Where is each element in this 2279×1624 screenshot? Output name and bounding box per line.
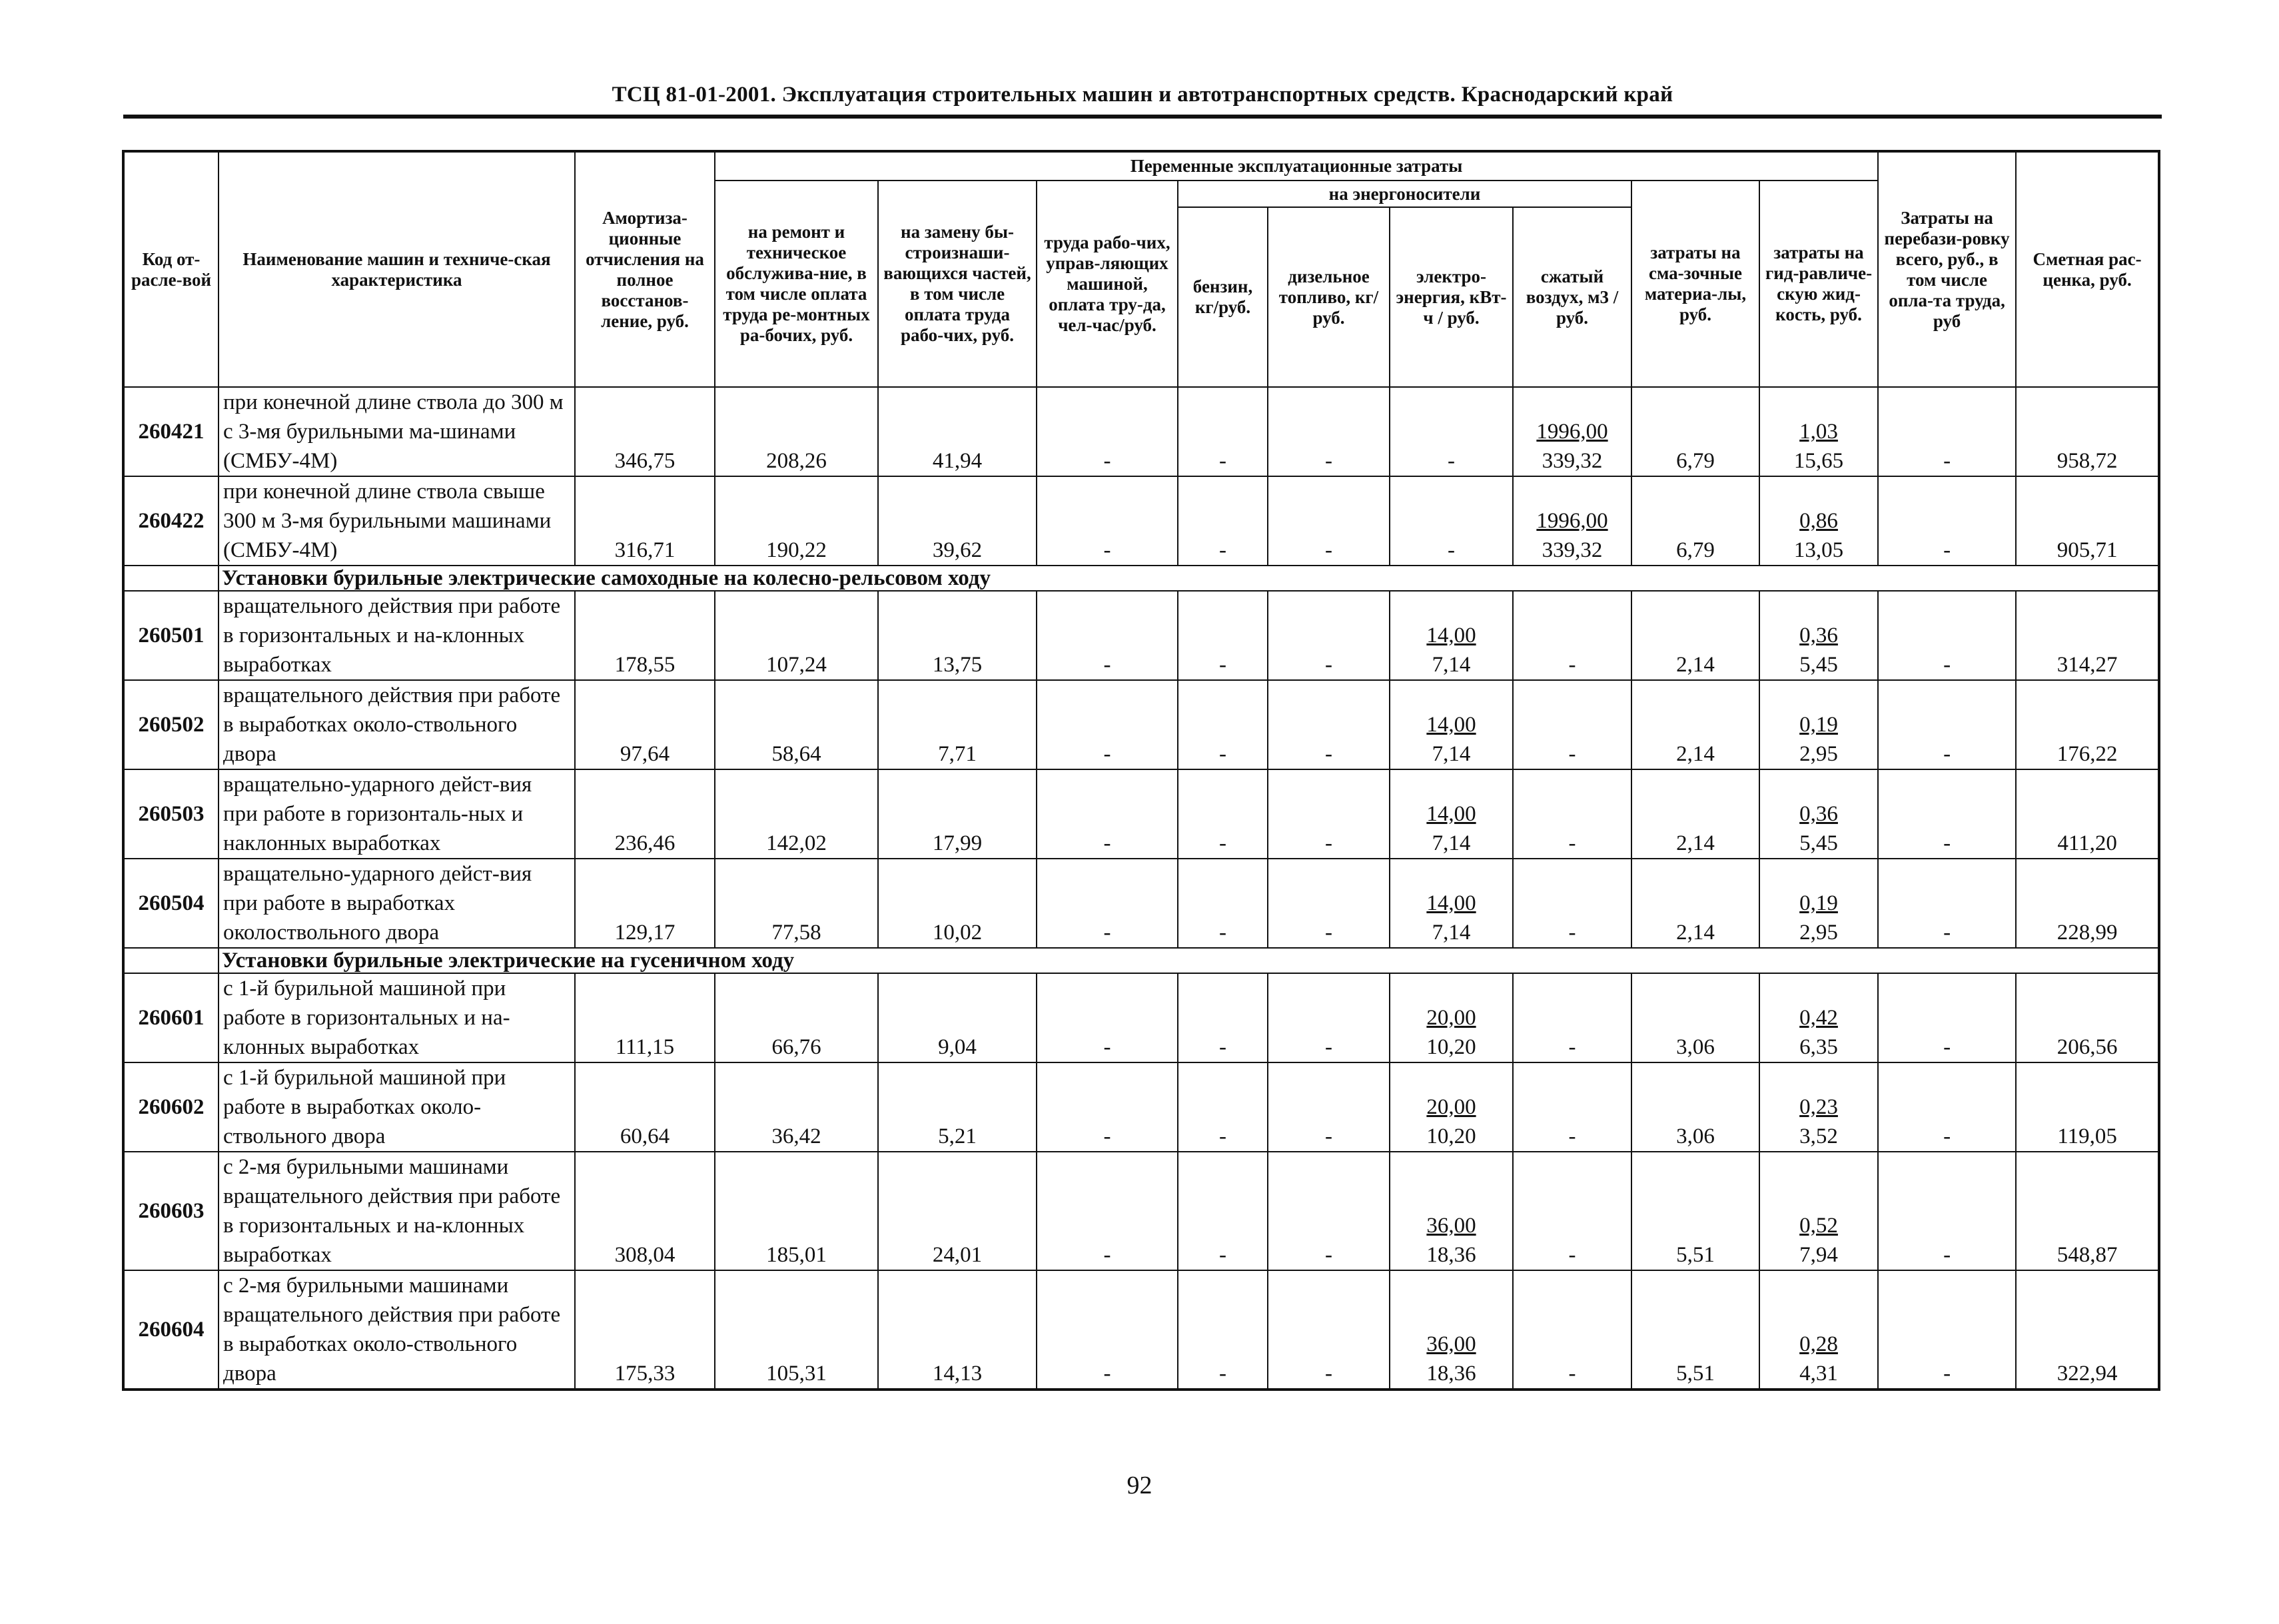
row-electric <box>1390 1062 1513 1152</box>
header-rule <box>123 115 2162 119</box>
row-petrol: - <box>1178 1270 1268 1390</box>
row-lubricants: 2,14 <box>1631 769 1759 859</box>
row-labor: - <box>1037 859 1178 948</box>
electric-consumption: 36,00 <box>1426 1332 1476 1356</box>
section-title: Установки бурильные электрические самоходные на колесно-рельсовом ходу <box>219 566 2159 591</box>
row-repair: 77,58 <box>715 859 878 948</box>
row-parts: 7,71 <box>878 680 1037 769</box>
row-code: 260501 <box>123 591 219 680</box>
row-amort: 178,55 <box>575 591 715 680</box>
col-parts-header: на замену бы-строизнаши-вающихся частей, в том числе оплата труда рабо-чих, руб. <box>878 181 1037 387</box>
row-name: вращательного действия при работе в горизонтальных и на-клонных выработках <box>219 591 575 680</box>
row-diesel: - <box>1268 680 1390 769</box>
row-repair: 58,64 <box>715 680 878 769</box>
row-labor: - <box>1037 769 1178 859</box>
row-lubricants: 2,14 <box>1631 859 1759 948</box>
row-code: 260604 <box>123 1270 219 1390</box>
row-lubricants: 6,79 <box>1631 476 1759 566</box>
row-parts: 39,62 <box>878 476 1037 566</box>
col-labor-header: труда рабо-чих, управ-ляющих машиной, оплата тру-да, чел-час/руб. <box>1037 181 1178 387</box>
electric-cost: 7,14 <box>1432 831 1471 855</box>
row-relocation: - <box>1878 1270 2016 1390</box>
electric-cost: 10,20 <box>1426 1124 1476 1148</box>
row-hydraulic <box>1759 859 1878 948</box>
row-name: с 1-й бурильной машиной при работе в выработках около-ствольного двора <box>219 1062 575 1152</box>
electric-consumption: 36,00 <box>1426 1214 1476 1238</box>
row-air <box>1513 476 1631 566</box>
hydraulic-cost: 5,45 <box>1799 831 1838 855</box>
row-diesel: - <box>1268 1062 1390 1152</box>
hydraulic-cost: 6,35 <box>1799 1035 1838 1059</box>
hydraulic-consumption: 0,52 <box>1799 1214 1838 1238</box>
row-amort: 175,33 <box>575 1270 715 1390</box>
row-diesel: - <box>1268 1152 1390 1270</box>
row-diesel: - <box>1268 859 1390 948</box>
row-hydraulic <box>1759 1152 1878 1270</box>
row-air: - <box>1513 859 1631 948</box>
row-lubricants: 2,14 <box>1631 680 1759 769</box>
row-petrol: - <box>1178 769 1268 859</box>
row-hydraulic <box>1759 1270 1878 1390</box>
hydraulic-consumption: 0,23 <box>1799 1095 1838 1119</box>
row-electric <box>1390 680 1513 769</box>
row-air: - <box>1513 769 1631 859</box>
row-lubricants: 5,51 <box>1631 1270 1759 1390</box>
row-parts: 5,21 <box>878 1062 1037 1152</box>
row-labor: - <box>1037 591 1178 680</box>
electric-consumption: 20,00 <box>1426 1095 1476 1119</box>
hydraulic-consumption: 0,36 <box>1799 802 1838 826</box>
hydraulic-cost: 2,95 <box>1799 921 1838 945</box>
section-header <box>123 948 2159 973</box>
row-labor: - <box>1037 387 1178 476</box>
row-hydraulic <box>1759 591 1878 680</box>
hydraulic-consumption: 0,19 <box>1799 713 1838 737</box>
section-code-cell <box>123 948 219 973</box>
row-parts: 10,02 <box>878 859 1037 948</box>
row-estimate: 119,05 <box>2016 1062 2159 1152</box>
row-air: - <box>1513 1270 1631 1390</box>
electric-cost: 10,20 <box>1426 1035 1476 1059</box>
row-code: 260504 <box>123 859 219 948</box>
hydraulic-consumption: 1,03 <box>1799 420 1838 444</box>
row-air: - <box>1513 1152 1631 1270</box>
row-relocation: - <box>1878 591 2016 680</box>
row-petrol: - <box>1178 859 1268 948</box>
hydraulic-cost: 3,52 <box>1799 1124 1838 1148</box>
row-petrol: - <box>1178 591 1268 680</box>
row-code: 260422 <box>123 476 219 566</box>
row-estimate: 322,94 <box>2016 1270 2159 1390</box>
row-diesel: - <box>1268 973 1390 1062</box>
row-labor: - <box>1037 1062 1178 1152</box>
row-repair: 142,02 <box>715 769 878 859</box>
table-row <box>123 1270 2159 1390</box>
electric-cost: 7,14 <box>1432 921 1471 945</box>
hydraulic-cost: 2,95 <box>1799 742 1838 766</box>
row-air: - <box>1513 973 1631 1062</box>
row-repair: 190,22 <box>715 476 878 566</box>
col-air-header: сжатый воздух, м3 / руб. <box>1513 207 1631 387</box>
hydraulic-cost: 7,94 <box>1799 1243 1838 1267</box>
row-name: с 2-мя бурильными машинами вращательного действия при работе в выработках около-ствольного двора <box>219 1270 575 1390</box>
row-name: вращательного действия при работе в выработках около-ствольного двора <box>219 680 575 769</box>
electric-cost: 18,36 <box>1426 1362 1476 1386</box>
row-electric: - <box>1390 387 1513 476</box>
row-estimate: 314,27 <box>2016 591 2159 680</box>
col-relocation-header: Затраты на перебази-ровку всего, руб., в том числе опла-та труда, руб <box>1878 151 2016 387</box>
row-electric <box>1390 1152 1513 1270</box>
row-lubricants: 6,79 <box>1631 387 1759 476</box>
section-header <box>123 566 2159 591</box>
air-cost: 339,32 <box>1542 538 1603 562</box>
row-diesel: - <box>1268 769 1390 859</box>
hydraulic-cost: 5,45 <box>1799 653 1838 677</box>
row-electric <box>1390 973 1513 1062</box>
row-hydraulic <box>1759 680 1878 769</box>
row-repair: 36,42 <box>715 1062 878 1152</box>
row-electric <box>1390 859 1513 948</box>
row-parts: 9,04 <box>878 973 1037 1062</box>
rates-table <box>122 150 2160 1391</box>
row-labor: - <box>1037 1270 1178 1390</box>
row-diesel: - <box>1268 591 1390 680</box>
row-labor: - <box>1037 973 1178 1062</box>
row-code: 260601 <box>123 973 219 1062</box>
row-amort: 129,17 <box>575 859 715 948</box>
row-repair: 105,31 <box>715 1270 878 1390</box>
electric-consumption: 14,00 <box>1426 802 1476 826</box>
row-petrol: - <box>1178 973 1268 1062</box>
col-name-header: Наименование машин и техниче-ская характеристика <box>219 151 575 387</box>
row-estimate: 228,99 <box>2016 859 2159 948</box>
col-hydraulic-header: затраты на гид-равличе-скую жид-кость, руб. <box>1759 181 1878 387</box>
row-petrol: - <box>1178 476 1268 566</box>
table-row <box>123 1152 2159 1270</box>
row-lubricants: 3,06 <box>1631 1062 1759 1152</box>
col-amort-header: Амортиза-ционные отчисления на полное восстанов-ление, руб. <box>575 151 715 387</box>
row-hydraulic <box>1759 769 1878 859</box>
row-relocation: - <box>1878 387 2016 476</box>
row-electric <box>1390 1270 1513 1390</box>
row-name: с 1-й бурильной машиной при работе в горизонтальных и на-клонных выработках <box>219 973 575 1062</box>
row-air: - <box>1513 680 1631 769</box>
row-amort: 308,04 <box>575 1152 715 1270</box>
row-relocation: - <box>1878 1062 2016 1152</box>
page-number: 92 <box>1127 1471 1152 1499</box>
electric-consumption: 20,00 <box>1426 1006 1476 1030</box>
row-amort: 60,64 <box>575 1062 715 1152</box>
row-parts: 41,94 <box>878 387 1037 476</box>
section-code-cell <box>123 566 219 591</box>
row-electric <box>1390 591 1513 680</box>
row-code: 260503 <box>123 769 219 859</box>
hydraulic-cost: 4,31 <box>1799 1362 1838 1386</box>
hydraulic-cost: 15,65 <box>1793 449 1844 473</box>
row-diesel: - <box>1268 387 1390 476</box>
hydraulic-cost: 13,05 <box>1793 538 1844 562</box>
row-estimate: 548,87 <box>2016 1152 2159 1270</box>
col-code-header: Код от-расле-вой <box>123 151 219 387</box>
row-estimate: 206,56 <box>2016 973 2159 1062</box>
air-consumption: 1996,00 <box>1536 420 1608 444</box>
hydraulic-consumption: 0,42 <box>1799 1006 1838 1030</box>
row-amort: 111,15 <box>575 973 715 1062</box>
col-repair-header: на ремонт и техническое обслужива-ние, в том числе оплата труда ре-монтных ра-бочих, руб. <box>715 181 878 387</box>
table-row <box>123 769 2159 859</box>
col-variable-group-header: Переменные эксплуатационные затраты <box>715 151 1878 181</box>
page-header-title: ТСЦ 81-01-2001. Эксплуатация строительных машин и автотранспортных средств. Краснодарский край <box>612 83 1673 107</box>
row-name: вращательно-ударного дейст-вия при работе в горизонталь-ных и наклонных выработках <box>219 769 575 859</box>
row-amort: 346,75 <box>575 387 715 476</box>
row-repair: 208,26 <box>715 387 878 476</box>
row-name: вращательно-ударного дейст-вия при работе в выработках околоствольного двора <box>219 859 575 948</box>
row-name: при конечной длине ствола свыше 300 м 3-мя бурильными машинами (СМБУ-4М) <box>219 476 575 566</box>
row-relocation: - <box>1878 973 2016 1062</box>
hydraulic-consumption: 0,36 <box>1799 623 1838 647</box>
row-name: при конечной длине ствола до 300 м с 3-мя бурильными ма-шинами (СМБУ-4М) <box>219 387 575 476</box>
row-code: 260603 <box>123 1152 219 1270</box>
row-estimate: 905,71 <box>2016 476 2159 566</box>
row-code: 260602 <box>123 1062 219 1152</box>
electric-cost: 7,14 <box>1432 742 1471 766</box>
col-electric-header: электро-энергия, кВт-ч / руб. <box>1390 207 1513 387</box>
row-name: с 2-мя бурильными машинами вращательного действия при работе в горизонтальных и на-клонных выработках <box>219 1152 575 1270</box>
row-hydraulic <box>1759 476 1878 566</box>
section-title: Установки бурильные электрические на гусеничном ходу <box>219 948 2159 973</box>
row-relocation: - <box>1878 769 2016 859</box>
row-repair: 107,24 <box>715 591 878 680</box>
row-petrol: - <box>1178 387 1268 476</box>
row-relocation: - <box>1878 476 2016 566</box>
row-relocation: - <box>1878 1152 2016 1270</box>
row-petrol: - <box>1178 1062 1268 1152</box>
hydraulic-consumption: 0,28 <box>1799 1332 1838 1356</box>
row-relocation: - <box>1878 680 2016 769</box>
row-diesel: - <box>1268 476 1390 566</box>
row-repair: 185,01 <box>715 1152 878 1270</box>
row-labor: - <box>1037 680 1178 769</box>
electric-cost: 7,14 <box>1432 653 1471 677</box>
table-row <box>123 859 2159 948</box>
row-petrol: - <box>1178 680 1268 769</box>
table-row <box>123 476 2159 566</box>
row-hydraulic <box>1759 1062 1878 1152</box>
row-air: - <box>1513 1062 1631 1152</box>
row-parts: 14,13 <box>878 1270 1037 1390</box>
row-electric <box>1390 769 1513 859</box>
row-relocation: - <box>1878 859 2016 948</box>
hydraulic-consumption: 0,19 <box>1799 891 1838 915</box>
row-estimate: 176,22 <box>2016 680 2159 769</box>
table-row <box>123 680 2159 769</box>
row-lubricants: 5,51 <box>1631 1152 1759 1270</box>
row-parts: 17,99 <box>878 769 1037 859</box>
row-estimate: 958,72 <box>2016 387 2159 476</box>
hydraulic-consumption: 0,86 <box>1799 509 1838 533</box>
col-petrol-header: бензин, кг/руб. <box>1178 207 1268 387</box>
col-diesel-header: дизельное топливо, кг/руб. <box>1268 207 1390 387</box>
table-row <box>123 387 2159 476</box>
row-parts: 13,75 <box>878 591 1037 680</box>
row-air: - <box>1513 591 1631 680</box>
electric-consumption: 14,00 <box>1426 623 1476 647</box>
row-code: 260502 <box>123 680 219 769</box>
row-amort: 97,64 <box>575 680 715 769</box>
col-lubricants-header: затраты на сма-зочные материа-лы, руб. <box>1631 181 1759 387</box>
row-parts: 24,01 <box>878 1152 1037 1270</box>
row-repair: 66,76 <box>715 973 878 1062</box>
table-row <box>123 973 2159 1062</box>
air-consumption: 1996,00 <box>1536 509 1608 533</box>
row-hydraulic <box>1759 973 1878 1062</box>
row-petrol: - <box>1178 1152 1268 1270</box>
row-air <box>1513 387 1631 476</box>
row-lubricants: 3,06 <box>1631 973 1759 1062</box>
table-row <box>123 1062 2159 1152</box>
row-amort: 316,71 <box>575 476 715 566</box>
table-row <box>123 591 2159 680</box>
col-energy-group-header: на энергоносители <box>1178 181 1631 207</box>
row-hydraulic <box>1759 387 1878 476</box>
row-labor: - <box>1037 476 1178 566</box>
col-estimate-header: Сметная рас-ценка, руб. <box>2016 151 2159 387</box>
row-labor: - <box>1037 1152 1178 1270</box>
row-estimate: 411,20 <box>2016 769 2159 859</box>
row-lubricants: 2,14 <box>1631 591 1759 680</box>
row-code: 260421 <box>123 387 219 476</box>
row-amort: 236,46 <box>575 769 715 859</box>
electric-consumption: 14,00 <box>1426 713 1476 737</box>
air-cost: 339,32 <box>1542 449 1603 473</box>
row-diesel: - <box>1268 1270 1390 1390</box>
electric-cost: 18,36 <box>1426 1243 1476 1267</box>
row-electric: - <box>1390 476 1513 566</box>
electric-consumption: 14,00 <box>1426 891 1476 915</box>
